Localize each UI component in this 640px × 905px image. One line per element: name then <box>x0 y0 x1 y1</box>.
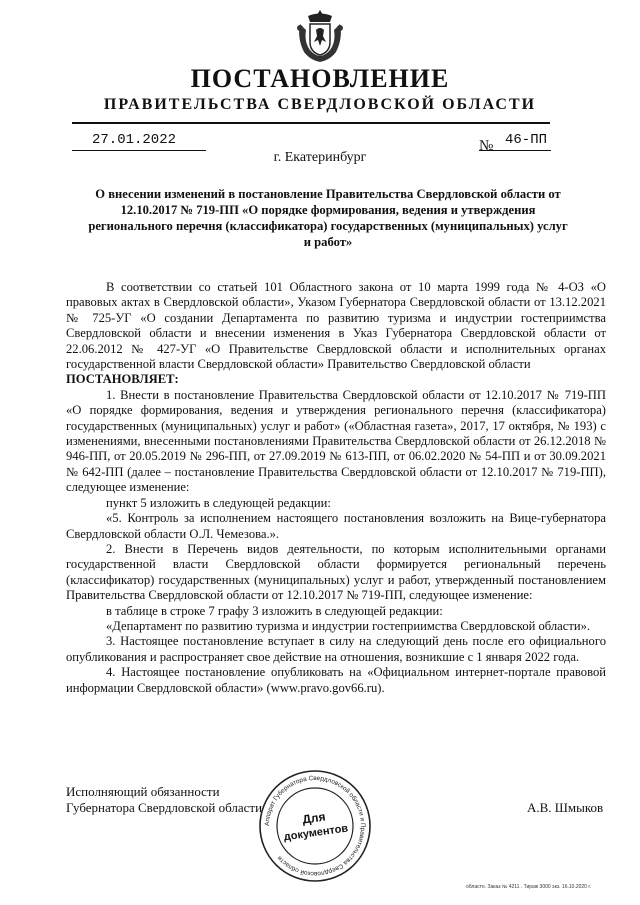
item-1-paragraph: 1. Внести в постановление Правительства Свердловской области от 12.10.2017 № 719-ПП «О порядке формирования, ведения и утверждения регионального перечня (классификатора) государственных (муниципальных) услуг и работ» («Областная газета», 2017, 17 октября, № 193) с изменениями, внесенными постановлениями Правительства Свердловской области от 26.12.2018 № 946-ПП, от 20.05.2019 № 296-ПП, от 27.09.2019 № 613-ПП, от 06.02.2020 № 54-ПП и от 30.09.2021 № 642-ПП (далее – постановление Правительства Свердловской области от 12.10.2017 № 719-ПП), следующее изменение: <box>66 387 606 495</box>
item-3-paragraph: 3. Настоящее постановление вступает в силу на следующий день после его официального опубликования и распространяет свое действие на отношения, возникшие с 1 января 2022 года. <box>66 634 606 664</box>
signatory-name: А.В. Шмыков <box>527 800 604 815</box>
item-1-quote-paragraph: «5. Контроль за исполнением настоящего постановления возложить на Вице-губернатора Свердловской области О.Л. Чемезова.». <box>66 511 606 541</box>
item-4-paragraph: 4. Настоящее постановление опубликовать на «Официальном интернет-портале правовой информации Свердловской области» (www.pravo.gov66.ru). <box>66 665 606 695</box>
number-sign: № <box>479 138 494 154</box>
print-note: областн. Заказ № 4211 . Тираж 3000 экз. 16.10.2020 г. <box>466 884 591 890</box>
header-divider <box>72 122 550 124</box>
city: г. Екатеринбург <box>273 150 367 165</box>
document-body <box>66 280 606 696</box>
seal-center-line-2: документов <box>283 822 349 844</box>
preamble-paragraph: В соответствии со статьей 101 Областного закона от 10 марта 1999 года № 4-ОЗ «О правовых актах в Свердловской области», Указом Губернатора Свердловской области от 13.12.2021 № 725-УГ «О создании Департамента по развитию туризма и индустрии гостеприимства Свердловской области и внесении изменения в Указ Губернатора Свердловской области от 22.06.2012 № 427-УГ «О Правительстве Свердловской области и исполнительных органах государственной власти Свердловской области» Правительство Свердловской области <box>66 280 606 372</box>
resolves-heading: ПОСТАНОВЛЯЕТ: <box>66 372 179 387</box>
seal-center-line-1: Для <box>301 809 327 827</box>
signatory-position-line-1: Исполняющий обязанности <box>66 784 220 799</box>
document-number: 46-ПП <box>505 132 548 148</box>
signatory-position-line-2: Губернатора Свердловской области <box>66 800 263 815</box>
document-date: 27.01.2022 <box>92 132 177 148</box>
coat-of-arms-icon <box>296 8 344 64</box>
organization-title: ПРАВИТЕЛЬСТВА СВЕРДЛОВСКОЙ ОБЛАСТИ <box>103 96 537 113</box>
item-1-sub-paragraph: пункт 5 изложить в следующей редакции: <box>106 495 331 510</box>
signatory-position <box>66 784 262 816</box>
item-2-paragraph: 2. Внести в Перечень видов деятельности, по которым исполнительными органами государственной власти Свердловской области формируется региональный перечень (классификатор) государственных (муниципальных) услуг и работ, утвержденный постановлением Правительства Свердловской области от 12.10.2017 № 719-ПП, следующее изменение: <box>66 541 606 603</box>
svg-text:Аппарат Губернатора Свердловск <box>264 775 366 877</box>
seal-ring-text: Аппарат Губернатора Свердловской области и Правительства Свердловской области <box>263 774 367 878</box>
document-type-title: ПОСТАНОВЛЕНИЕ <box>190 64 450 93</box>
official-seal-stamp <box>257 768 373 884</box>
item-2-sub-paragraph: в таблице в строке 7 графу 3 изложить в следующей редакции: <box>106 603 443 618</box>
document-heading: О внесении изменений в постановление Правительства Свердловской области от 12.10.2017 № 719-ПП «О порядке формирования, ведения и утверждения регионального перечня (классификатора) государственных (муниципальных) услуг и работ» <box>88 187 568 249</box>
item-2-quote-paragraph: «Департамент по развитию туризма и индустрии гостеприимства Свердловской области». <box>106 618 591 633</box>
